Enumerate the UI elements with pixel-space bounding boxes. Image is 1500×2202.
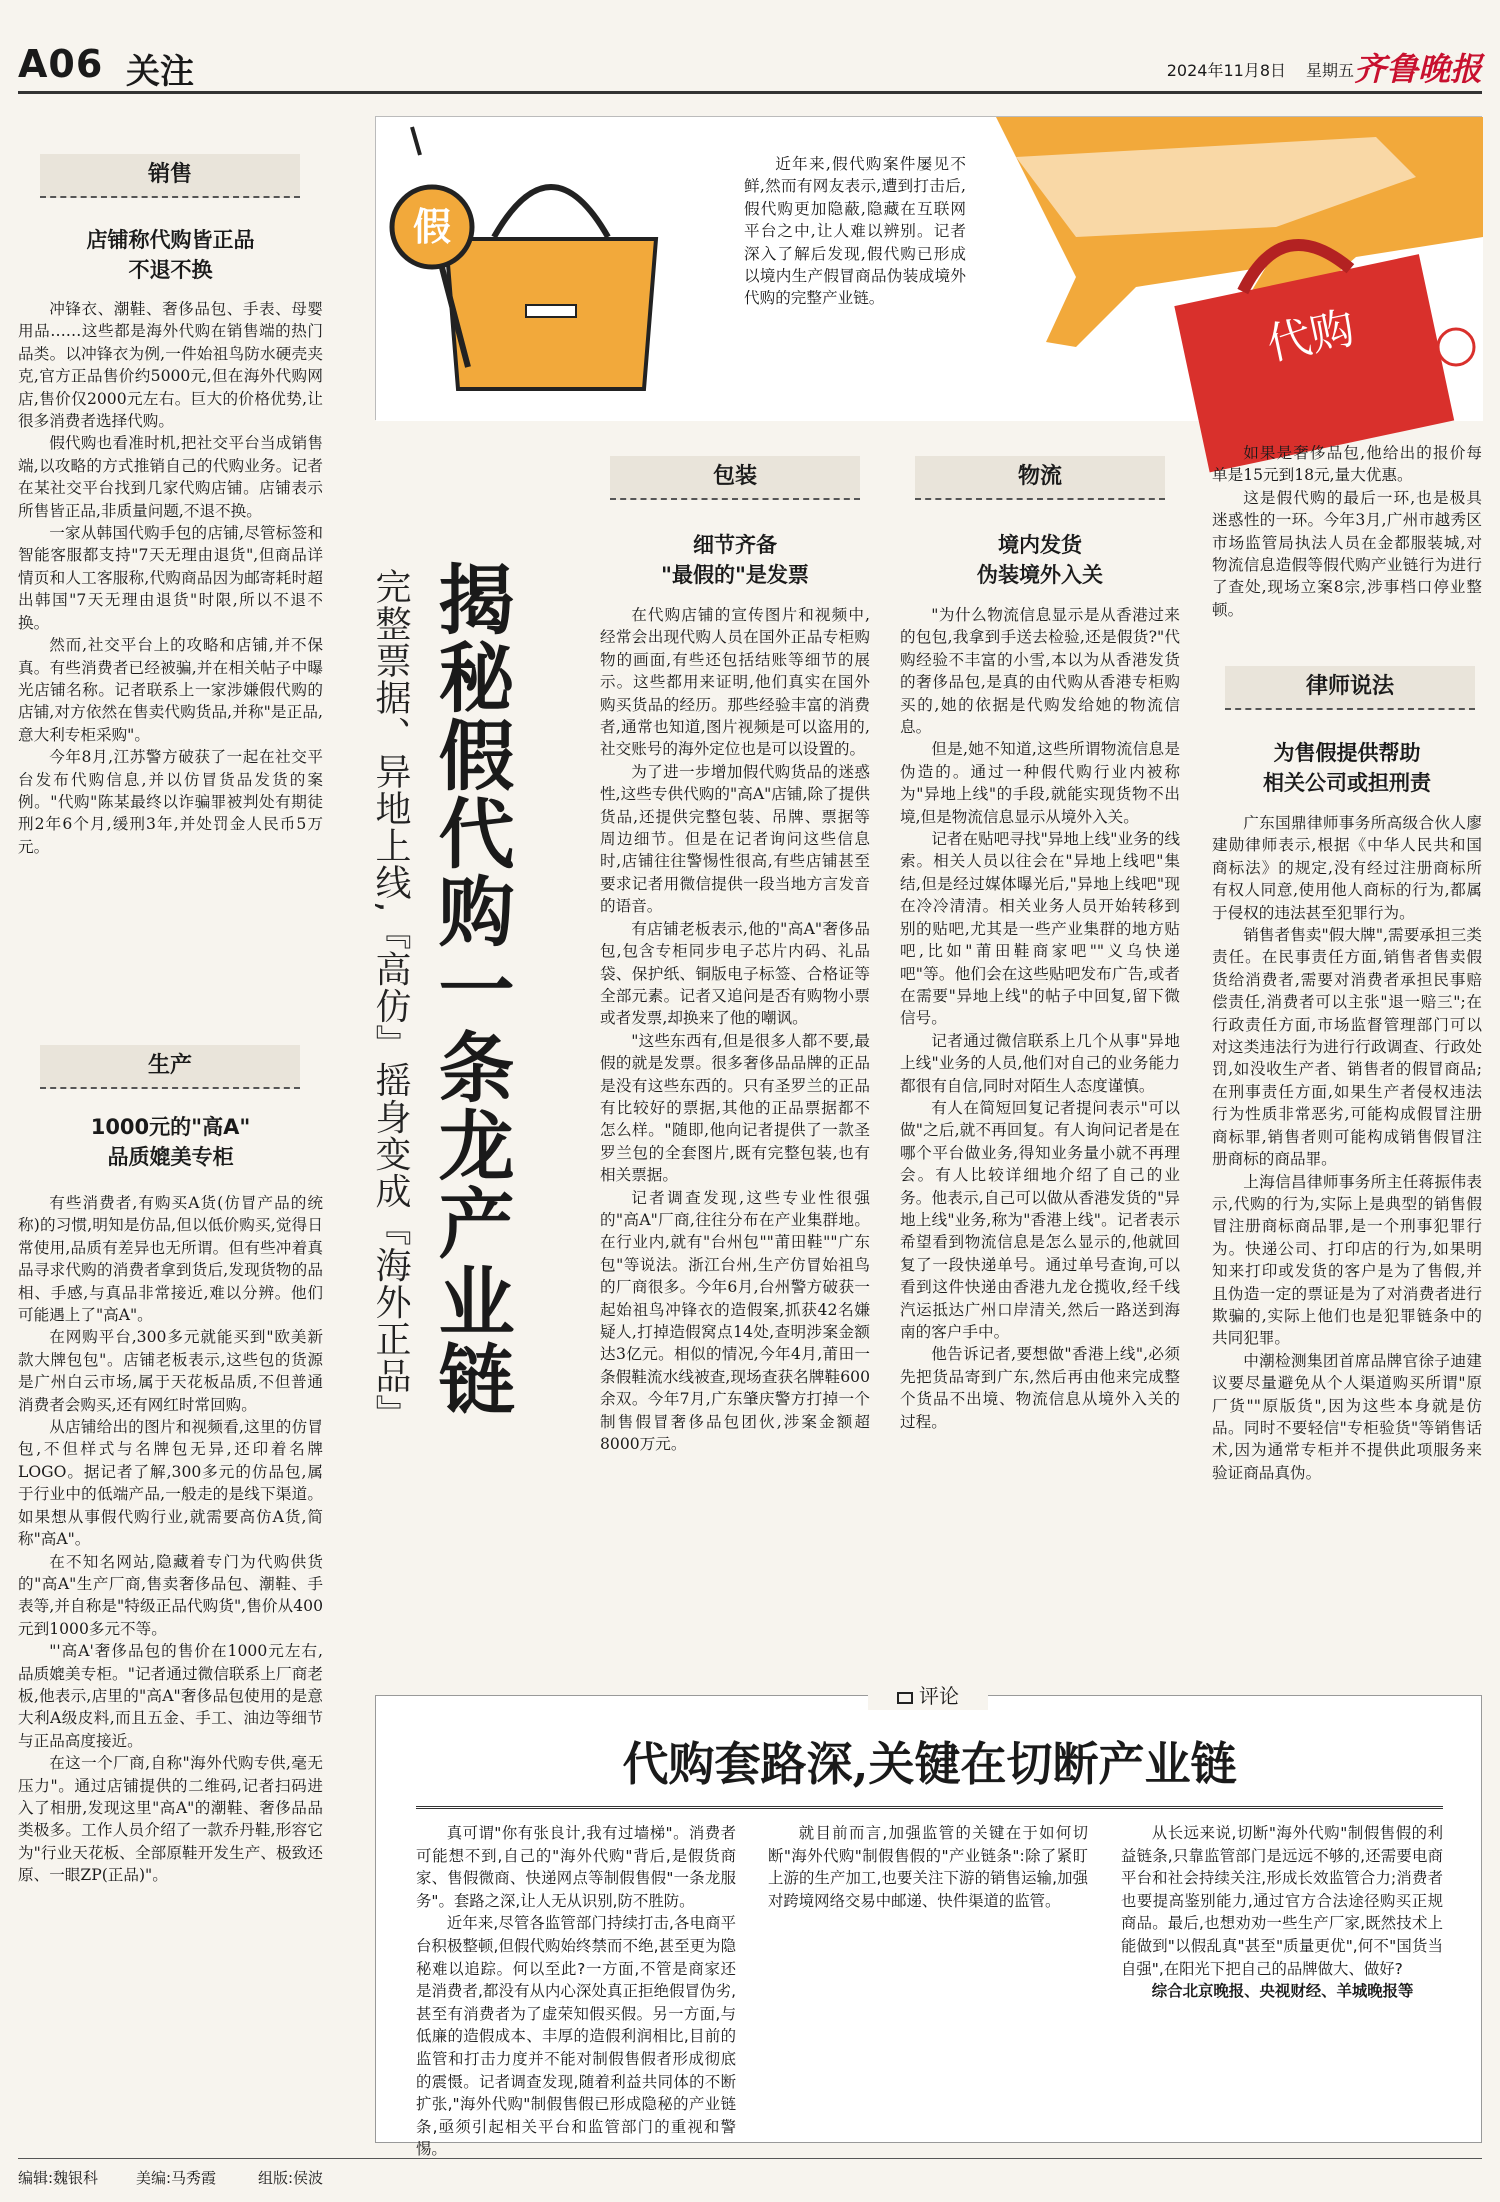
paragraph: 有些消费者,有购买A货(仿冒产品的统称)的习惯,明知是仿品,但以低价购买,觉得日常使用,品质有差异也无所谓。但有些冲着真品寻求代购的消费者拿到货后,发现货物的品相、手感,与真品非常接近,难以分辨。他们可能遇上了"高A"。 xyxy=(18,1194,323,1325)
paragraph: 在这一个厂商,自称"海外代购专供,毫无压力"。通过店铺提供的二维码,记者扫码进入了相册,发现这里"高A"的潮鞋、奢侈品品类极多。工作人员介绍了一款乔丹鞋,形容它为"行业天花板、全部原鞋开发生产、极致还原、一眼ZP(正品)"。 xyxy=(18,1754,323,1885)
paragraph: 冲锋衣、潮鞋、奢侈品包、手表、母婴用品……这些都是海外代购在销售端的热门品类。以冲锋衣为例,一件始祖鸟防水硬壳夹克,官方正品售价约5000元,但在海外代购网店,售价仅2000元左右。巨大的价格优势,让很多消费者选择代购。 xyxy=(18,300,323,431)
paragraph: 上海信昌律师事务所主任蒋振伟表示,代购的行为,实际上是典型的销售假冒注册商标商品罪,是一个刑事犯罪行为。快递公司、打印店的行为,如果明知来打印或发货的客户是为了售假,并且伪造一定的票证是为了对消费者进行欺骗的,实际上他们也是犯罪链条中的共同犯罪。 xyxy=(1212,1172,1482,1348)
hero-lead xyxy=(744,153,966,310)
commentary-tag-label: 评论 xyxy=(919,1684,959,1708)
commentary-tag xyxy=(868,1682,988,1710)
packaging-subheading-line2: "最假的"是发票 xyxy=(661,563,809,587)
masthead-logo: 齐鲁晚报 xyxy=(1353,50,1482,88)
lawyer-subheading-line1: 为售假提供帮助 xyxy=(1273,741,1421,765)
comment-icon xyxy=(897,1692,913,1704)
logistics-subheading-line1: 境内发货 xyxy=(998,533,1082,557)
paragraph: 记者通过微信联系上几个从事"异地上线"业务的人员,他们对自己的业务能力都很有自信,同时对陌生人态度谨慎。 xyxy=(900,1031,1180,1095)
issue-date: 2024年11月8日 xyxy=(1166,61,1286,80)
packaging-subheading-line1: 细节齐备 xyxy=(693,533,777,557)
page-section: 关注 xyxy=(126,52,194,92)
paragraph: "为什么物流信息显示是从香港过来的包包,我拿到手送去检验,还是假货?"代购经验不丰富的小雪,本以为从香港发货的奢侈品包,是真的由代购从香港专柜购买的,她的依据是代购发给她的物流信息。 xyxy=(900,606,1180,737)
sales-subheading-line1: 店铺称代购皆正品 xyxy=(86,228,255,252)
paragraph: 从店铺给出的图片和视频看,这里的仿冒包,不但样式与名牌包无异,还印着名牌LOGO。据记者了解,300多元的仿品包,属于行业中的低端产品,一般走的是线下渠道。如果想从事假代购行业,就需要高仿A货,简称"高A"。 xyxy=(18,1418,323,1549)
paragraph: 一家从韩国代购手包的店铺,尽管标签和智能客服都支持"7天无理由退货",但商品详情页和人工客服称,代购商品因为邮寄耗时超出韩国"7天无理由退货"时限,所以不退不换。 xyxy=(18,524,323,632)
paragraph: 有人在简短回复记者提问表示"可以做"之后,就不再回复。有人询问记者是在哪个平台做业务,得知业务量小就不再理会。有人比较详细地介绍了自己的业务。他表示,自己可以做从香港发货的"异地上线"业务,称为"香港上线"。记者表示希望看到物流信息是怎么显示的,他就回复了一段快递单号。通过单号查询,可以看到这件快递由香港九龙仓揽收,经千线汽运抵达广州口岸清关,然后一路送到海南的客户手中。 xyxy=(900,1098,1180,1341)
page-header xyxy=(18,40,1482,94)
hero-banner xyxy=(375,116,1482,420)
paragraph: 但是,她不知道,这些所谓物流信息是伪造的。通过一种假代购行业内被称为"异地上线"的手段,就能实现货物不出境,但是物流信息显示从境外入关。 xyxy=(900,740,1180,826)
paragraph: "'高A'奢侈品包的售价在1000元左右,品质媲美专柜。"记者通过微信联系上厂商老板,他表示,店里的"高A"奢侈品包使用的是意大利A级皮料,而且五金、手工、油边等细节与正品高度接近。 xyxy=(18,1642,323,1750)
commentary-divider xyxy=(416,1806,1443,1809)
logistics-continued-body xyxy=(1212,442,1482,662)
paragraph: 然而,社交平台上的攻略和店铺,并不保真。有些消费者已经被骗,并在相关帖子中曝光店铺名称。记者联系上一家涉嫌假代购的店铺,对方依然在售卖代购货品,并称"是正品,意大利专柜采购"。 xyxy=(18,636,323,744)
production-body xyxy=(18,1192,323,2142)
paragraph: "这些东西有,但是很多人都不要,最假的就是发票。很多奢侈品品牌的正品是没有这些东西的。只有圣罗兰的正品有比较好的票据,其他的正品票据都不怎么样。"随即,他向记者提供了一款圣罗兰包的全套图片,既有完整包装,也有相关票据。 xyxy=(600,1031,870,1185)
production-subheading-line2: 品质媲美专柜 xyxy=(107,1145,234,1169)
commentary-title: 代购套路深,关键在切断产业链 xyxy=(622,1737,1237,1791)
section-label-logistics: 物流 xyxy=(915,456,1165,500)
sales-body xyxy=(18,298,323,1038)
bag-label: 代购 xyxy=(1262,302,1360,371)
credit-layout: 组版:侯波 xyxy=(258,2169,324,2187)
lawyer-subheading xyxy=(1212,738,1482,798)
headline-subtitle: 完整票据、异地上线,『高仿』摇身变成『海外正品』 xyxy=(370,568,411,1432)
packaging-body xyxy=(600,604,870,1640)
commentary-source: 综合北京晚报、央视财经、羊城晚报等 xyxy=(1151,1982,1414,2001)
commentary-col-2 xyxy=(768,1822,1088,2132)
commentary-col-3 xyxy=(1121,1822,1443,2132)
logistics-subheading-line2: 伪装境外入关 xyxy=(977,563,1103,587)
page-footer xyxy=(18,2158,1482,2188)
paragraph: 记者调查发现,这些专业性很强的"高A"厂商,往往分布在产业集群地。在行业内,就有"台州包""莆田鞋""广东包"等说法。浙江台州,生产仿冒始祖鸟的厂商很多。今年6月,台州警方破获一起始祖鸟冲锋衣的造假案,抓获42名嫌疑人,打掉造假窝点14处,查明涉案金额达3亿元。相似的情况,今年4月,莆田一条假鞋流水线被查,现场查获名牌鞋600余双。今年7月,广东肇庆警方打掉一个制售假冒奢侈品包团伙,涉案金额超8000万元。 xyxy=(600,1188,870,1454)
packaging-subheading xyxy=(600,530,870,590)
paragraph: 记者在贴吧寻找"异地上线"业务的线索。相关人员以往会在"异地上线吧"集结,但是经过媒体曝光后,"异地上线吧"现在冷冷清清。相关业务人员开始转移到别的贴吧,尤其是一些产业集群的地方贴吧,比如"莆田鞋商家吧""义乌快递吧"等。他们会在这些贴吧发布广告,或者在需要"异地上线"的帖子中回复,留下微信号。 xyxy=(900,830,1180,1028)
headline-main: 揭秘假代购一条龙产业链 xyxy=(426,560,515,1418)
sales-subheading xyxy=(18,225,323,285)
paragraph: 在不知名网站,隐藏着专门为代购供货的"高A"生产厂商,售卖奢侈品包、潮鞋、手表等,并自称是"特级正品代购货",售价从400元到1000多元不等。 xyxy=(18,1552,323,1638)
section-label-sales: 销售 xyxy=(40,154,300,198)
paragraph: 在代购店铺的宣传图片和视频中,经常会出现代购人员在国外正品专柜购物的画面,有些还包括结账等细节的展示。这些都用来证明,他们真实在国外购买货品的经历。那些经验丰富的消费者,通常也知道,图片视频是可以盗用的,社交账号的海外定位也是可以设置的。 xyxy=(600,606,870,759)
commentary-box xyxy=(375,1684,1482,2159)
fake-stamp-label: 假 xyxy=(412,204,451,249)
section-label-packaging: 包装 xyxy=(610,456,860,500)
production-subheading xyxy=(18,1112,323,1172)
section-label-lawyer: 律师说法 xyxy=(1225,666,1475,710)
paragraph: 从长远来说,切断"海外代购"制假售假的利益链条,只靠监管部门是远远不够的,还需要电商平台和社会持续关注,形成长效监管合力;消费者也要提高鉴别能力,通过官方合法途径购买正规商品。最后,也想劝劝一些生产厂家,既然技术上能做到"以假乱真"甚至"质量更优",何不"国货当自强",在阳光下把自己的品牌做大、做好? xyxy=(1121,1824,1443,1978)
paragraph: 他告诉记者,要想做"香港上线",必须先把货品寄到广东,然后再由他来完成整个货品不出境、物流信息从境外入关的过程。 xyxy=(900,1345,1180,1431)
lawyer-subheading-line2: 相关公司或担刑责 xyxy=(1263,771,1431,795)
section-label-production: 生产 xyxy=(40,1045,300,1089)
lawyer-body xyxy=(1212,812,1482,1640)
issue-weekday: 星期五 xyxy=(1305,61,1354,80)
paragraph: 为了进一步增加假代购货品的迷惑性,这些专供代购的"高A"店铺,除了提供货品,还提供完整包装、吊牌、票据等周边细节。但是在记者询问这些信息时,店铺往往警惕性很高,有些店铺甚至要求记者用微信提供一段当地方言发音的语音。 xyxy=(600,762,870,916)
paragraph: 真可谓"你有张良计,我有过墙梯"。消费者可能想不到,自己的"海外代购"背后,是假货商家、售假微商、快递网点等制假售假"一条龙服务"。套路之深,让人无从识别,防不胜防。 xyxy=(416,1824,736,1910)
paragraph: 如果是奢侈品包,他给出的报价每单是15元到18元,量大优惠。 xyxy=(1212,444,1482,485)
paragraph: 在网购平台,300多元就能买到"欧美新款大牌包包"。店铺老板表示,这些包的货源是广州白云市场,属于天花板品质,不但普通消费者会购买,还有网红时常回购。 xyxy=(18,1328,323,1414)
production-subheading-line1: 1000元的"高A" xyxy=(90,1115,251,1139)
credit-art-editor: 美编:马秀霞 xyxy=(136,2169,217,2187)
lead-paragraph: 近年来,假代购案件屡见不鲜,然而有网友表示,遭到打击后,假代购更加隐蔽,隐藏在互联网平台之中,让人难以辨别。记者深入了解后发现,假代购已形成以境内生产假冒商品伪装成境外代购的完整产业链。 xyxy=(744,155,966,308)
paragraph: 销售者售卖"假大牌",需要承担三类责任。在民事责任方面,销售者售卖假货给消费者,需要对消费者承担民事赔偿责任,消费者可以主张"退一赔三";在行政责任方面,市场监督管理部门可以对这类违法行为进行行政调查、行政处罚,如没收生产者、销售者的假冒商品;在刑事责任方面,如果生产者侵权违法行为性质非常恶劣,可能构成假冒注册商标罪,销售者则可能构成销售假冒注册商标的商品罪。 xyxy=(1212,926,1482,1169)
commentary-col-1 xyxy=(416,1822,736,2159)
sales-subheading-line2: 不退不换 xyxy=(128,258,213,282)
logistics-body xyxy=(900,604,1180,1640)
paragraph: 中潮检测集团首席品牌官徐子迪建议要尽量避免从个人渠道购买所谓"原厂货""原版货",因为这些本身就是仿品。同时不要轻信"专柜验货"等销售话术,因为通常专柜并不提供此项服务来验证商品真伪。 xyxy=(1212,1351,1482,1482)
paragraph: 近年来,尽管各监管部门持续打击,各电商平台积极整顿,但假代购始终禁而不绝,甚至更为隐秘难以追踪。何以至此?一方面,不管是商家还是消费者,都没有从内心深处真正拒绝假冒伪劣,甚至有消费者为了虚荣知假买假。另一方面,与低廉的造假成本、丰厚的造假利润相比,目前的监管和打击力度并不能对制假售假者形成彻底的震慑。记者调查发现,随着利益共同体的不断扩张,"海外代购"制假售假已形成隐秘的产业链条,亟须引起相关平台和监管部门的重视和警惕。 xyxy=(416,1914,736,2159)
paragraph: 广东国鼎律师事务所高级合伙人廖建勋律师表示,根据《中华人民共和国商标法》的规定,没有经过注册商标所有权人同意,使用他人商标的行为,都属于侵权的违法甚至犯罪行为。 xyxy=(1212,814,1482,922)
paragraph: 就目前而言,加强监管的关键在于如何切断"海外代购"制假售假的"产业链条":除了紧盯上游的生产加工,也要关注下游的销售运输,加强对跨境网络交易中邮递、快件渠道的监管。 xyxy=(768,1824,1088,1910)
paragraph: 假代购也看准时机,把社交平台当成销售端,以攻略的方式推销自己的代购业务。记者在某社交平台找到几家代购店铺。店铺表示所售皆正品,非质量问题,不退不换。 xyxy=(18,434,323,520)
page-code: A06 xyxy=(18,42,104,86)
credit-editor: 编辑:魏银科 xyxy=(18,2169,99,2187)
paragraph: 这是假代购的最后一环,也是极具迷惑性的一环。今年3月,广州市越秀区市场监管局执法人员在金都服装城,对物流信息造假等假代购产业链行为进行了查处,现场立案8宗,涉事档口停业整顿。 xyxy=(1212,488,1482,619)
paragraph: 今年8月,江苏警方破获了一起在社交平台发布代购信息,并以仿冒货品发货的案例。"代购"陈某最终以诈骗罪被判处有期徒刑2年6个月,缓刑3年,并处罚金人民币5万元。 xyxy=(18,748,323,856)
logistics-subheading xyxy=(900,530,1180,590)
paragraph: 有店铺老板表示,他的"高A"奢侈品包,包含专柜同步电子芯片内码、礼品袋、保护纸、铜版电子标签、合格证等全部元素。记者又追问是否有购物小票或者发票,却换来了他的嘲讽。 xyxy=(600,919,870,1028)
